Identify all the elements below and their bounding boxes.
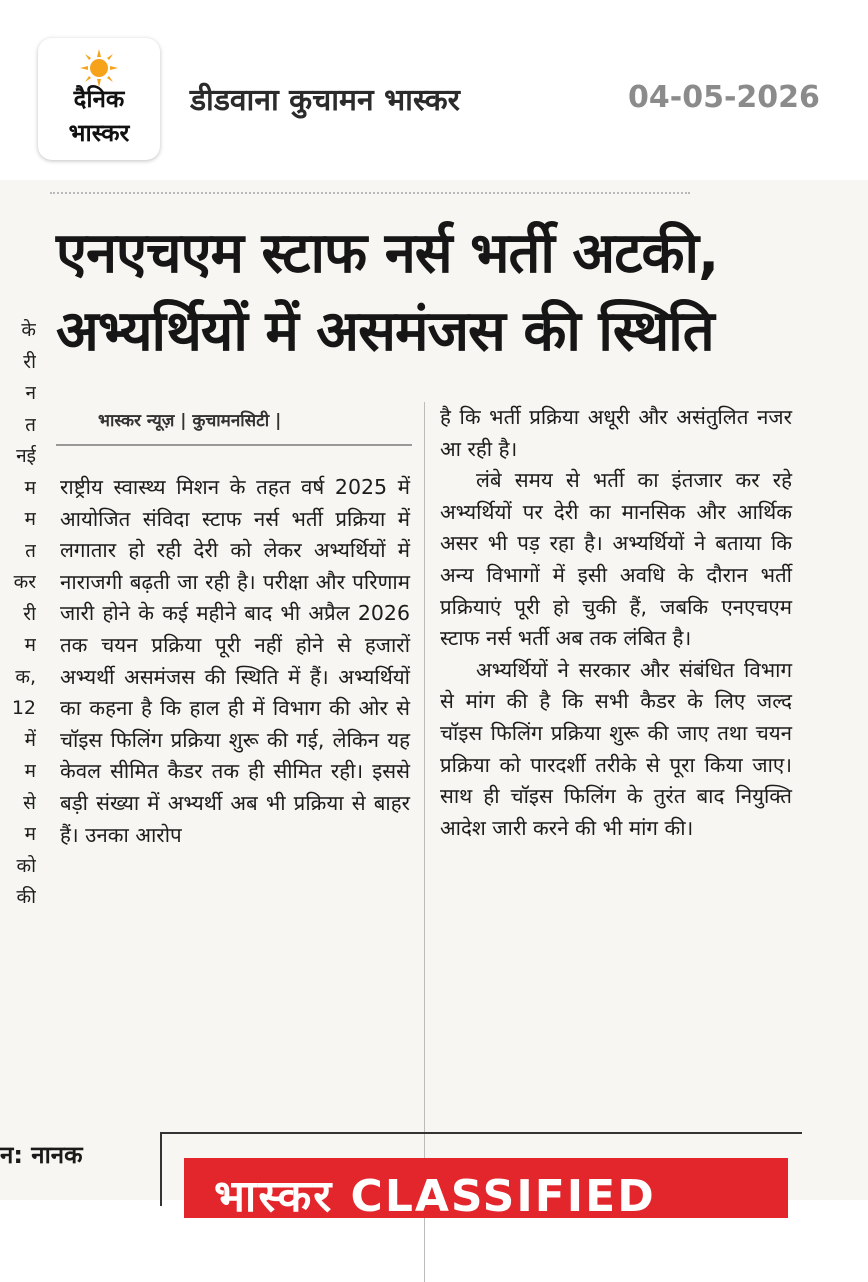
column-2-paragraph-1: है कि भर्ती प्रक्रिया अधूरी और असंतुलित नजर आ रही है।	[440, 405, 792, 461]
column-2-paragraph-3: अभ्यर्थियों ने सरकार और संबंधित विभाग से मांग की है कि सभी कैडर के लिए जल्द चॉइस फिलिंग प्रक्रिया शुरू की जाए तथा चयन प्रक्रिया को पारदर्शी तरीके से पूरा किया जाए। साथ ही चॉइस फिलिंग के तुरंत बाद नियुक्ति आदेश जारी करने की भी मांग की।	[440, 657, 792, 840]
adjacent-column-fragment: के री न त नई म म त कर री म क, 12 में म से म को की	[11, 319, 36, 908]
article-column-2	[440, 402, 792, 844]
byline-divider	[56, 444, 412, 446]
column-1-paragraph: राष्ट्रीय स्वास्थ्य मिशन के तहत वर्ष 2025 में आयोजित संविदा स्टाफ नर्स भर्ती प्रक्रिया में लगातार हो रही देरी को लेकर अभ्यर्थियों में नाराजगी बढ़ती जा रही है। परीक्षा और परिणाम जारी होने के कई महीने बाद भी अप्रैल 2026 तक चयन प्रक्रिया पूरी नहीं होने से हजारों अभ्यर्थी असमंजस की स्थिति में हैं। अभ्यर्थियों का कहना है कि हाल ही में विभाग की ओर से चॉइस फिलिंग प्रक्रिया शुरू की गई, लेकिन यह केवल सीमित कैडर तक ही सीमित रही। इससे बड़ी संख्या में अभ्यर्थी अब भी प्रक्रिया से बाहर हैं। उनका आरोप	[60, 475, 410, 847]
edition-title: डीडवाना कुचामन भास्कर	[190, 83, 460, 118]
headline-line-1: एनएचएम स्टाफ नर्स भर्ती अटकी,	[56, 221, 719, 286]
article-column-1	[60, 472, 410, 851]
logo-text-line1: दैनिक	[73, 85, 125, 113]
article-headline	[56, 222, 796, 364]
newspaper-clipping	[0, 180, 868, 1218]
logo-text-line2: भास्कर	[68, 119, 130, 147]
edition-date: 04-05-2026	[628, 80, 820, 115]
column-2-paragraph-2: लंबे समय से भर्ती का इंतजार कर रहे अभ्यर्थियों पर देरी का मानसिक और आर्थिक असर भी पड़ रहा है। अभ्यर्थियों ने बताया कि अन्य विभागों में इसी अवधि के दौरान भर्ती प्रक्रियाएं पूरी हो चुकी हैं, जबकि एनएचएम स्टाफ नर्स भर्ती अब तक लंबित है।	[440, 468, 792, 651]
app-header	[0, 0, 868, 180]
clipping-top-edge	[50, 192, 690, 204]
classified-banner	[184, 1158, 788, 1218]
dainik-bhaskar-logo[interactable]	[38, 38, 160, 160]
adjacent-article-fragment: न: नानक	[0, 1141, 83, 1169]
classified-banner-text: भास्कर CLASSIFIED	[214, 1171, 656, 1218]
article-byline: भास्कर न्यूज़ | कुचामनसिटी |	[98, 411, 282, 431]
headline-line-2: अभ्यर्थियों में असमंजस की स्थिति	[56, 299, 714, 364]
